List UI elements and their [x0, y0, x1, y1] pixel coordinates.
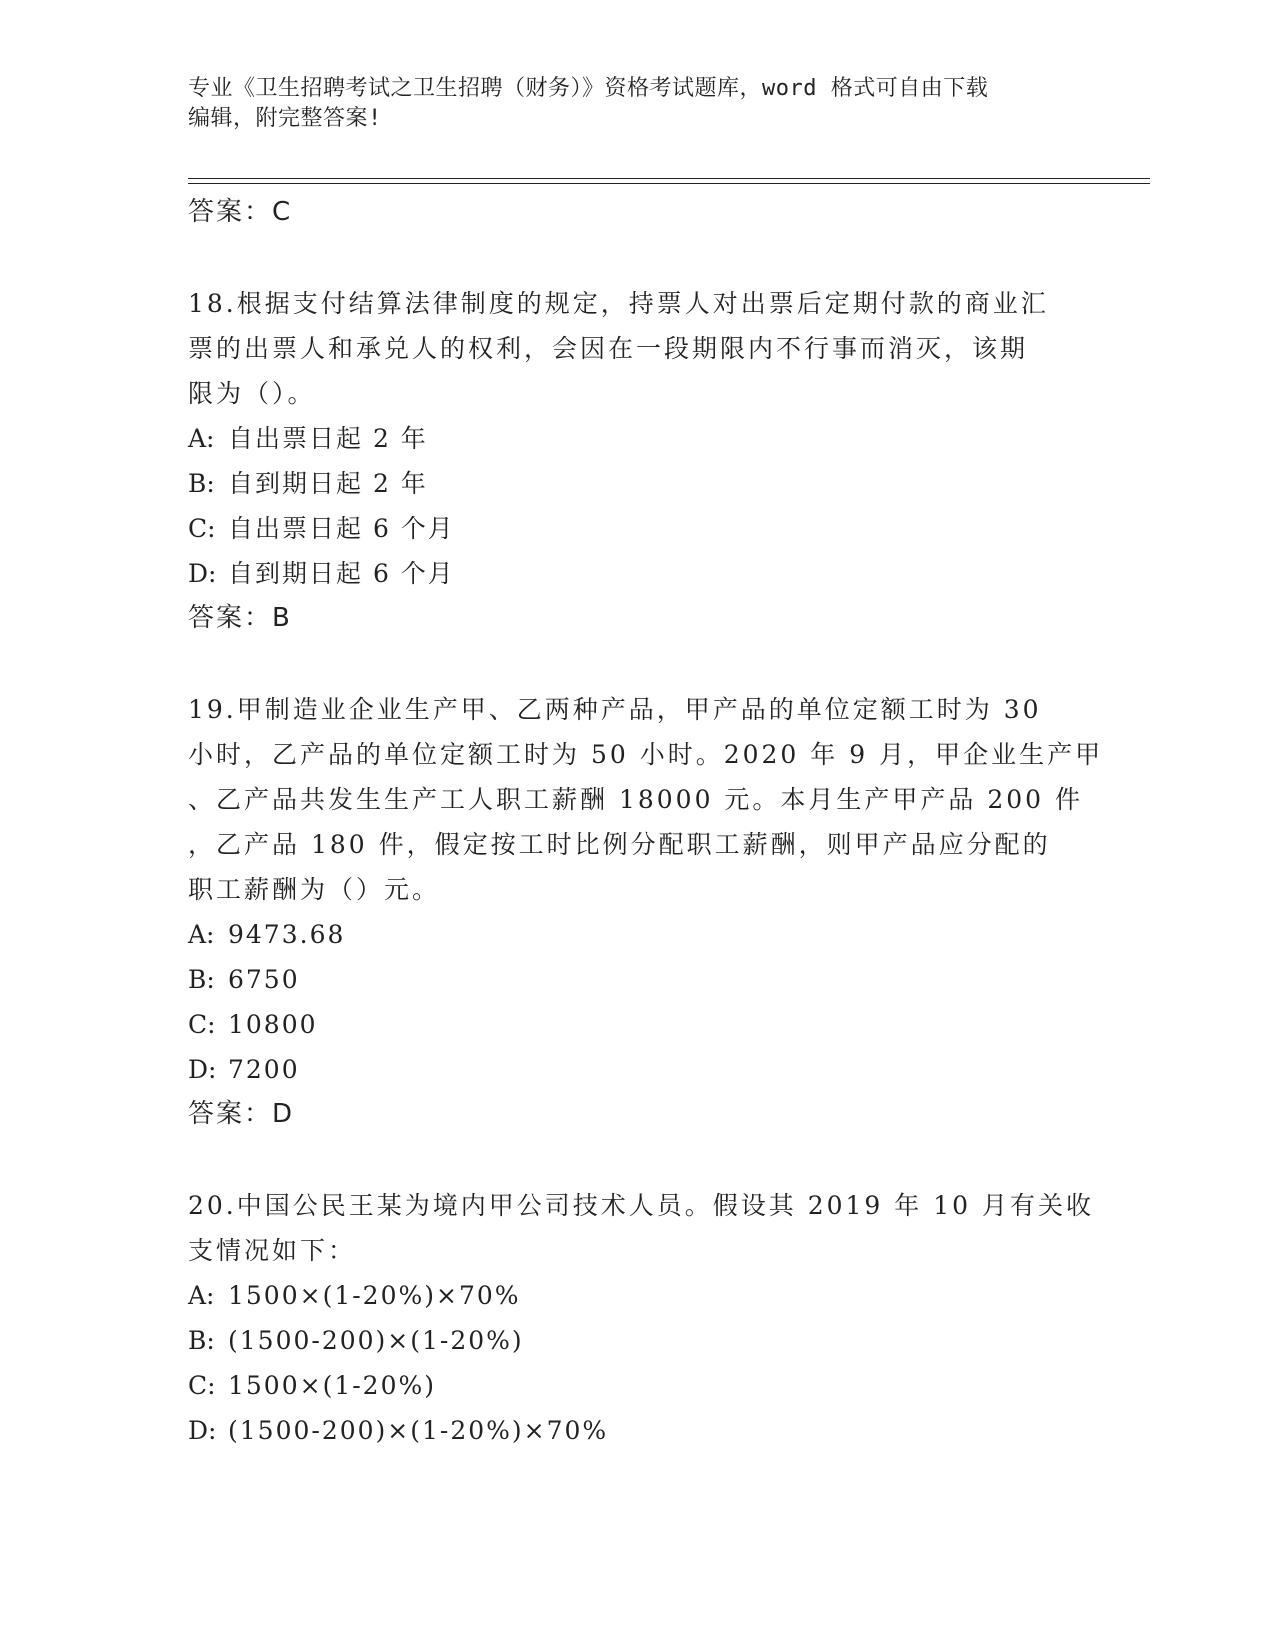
question-20-line-2: 支情况如下： [188, 1236, 357, 1265]
document-body [188, 190, 1104, 1453]
question-19-line-2: 小时，乙产品的单位定额工时为 50 小时。2020 年 9 月，甲企业生产甲 [188, 740, 1104, 769]
question-19-option-c: C: 10800 [188, 1010, 318, 1039]
question-20-option-b: B: (1500-200)×(1-20%) [188, 1326, 524, 1355]
question-20 [188, 1183, 1094, 1453]
question-18-line-1: 18.根据支付结算法律制度的规定，持票人对出票后定期付款的商业汇 [188, 289, 1049, 318]
document-header [188, 74, 1068, 134]
question-18-option-c: C: 自出票日起 6 个月 [188, 514, 455, 543]
answer-18: 答案：B [188, 603, 292, 633]
question-18-option-d: D: 自到期日起 6 个月 [188, 559, 455, 588]
header-line-2: 编辑，附完整答案! [188, 106, 382, 131]
question-18 [188, 281, 1088, 641]
question-19-option-a: A: 9473.68 [188, 920, 346, 949]
question-20-line-1: 20.中国公民王某为境内甲公司技术人员。假设其 2019 年 10 月有关收 [188, 1191, 1094, 1220]
question-18-line-3: 限为（）。 [188, 379, 316, 408]
answer-19: 答案：D [188, 1099, 295, 1129]
question-19-option-b: B: 6750 [188, 965, 300, 994]
question-18-option-a: A: 自出票日起 2 年 [188, 424, 428, 453]
question-18-option-b: B: 自到期日起 2 年 [188, 469, 428, 498]
question-19-line-1: 19.甲制造业企业生产甲、乙两种产品，甲产品的单位定额工时为 30 [188, 695, 1042, 724]
answer-17: 答案：C [188, 197, 293, 227]
question-19-line-5: 职工薪酬为（）元。 [188, 875, 441, 904]
question-20-option-d: D: (1500-200)×(1-20%)×70% [188, 1416, 609, 1445]
question-19 [188, 687, 1104, 1137]
question-20-option-c: C: 1500×(1-20%) [188, 1371, 436, 1400]
header-line-1: 专业《卫生招聘考试之卫生招聘（财务）》资格考试题库，word 格式可自由下载 [188, 76, 989, 101]
question-20-option-a: A: 1500×(1-20%)×70% [188, 1281, 521, 1310]
question-19-line-4: ，乙产品 180 件，假定按工时比例分配职工薪酬，则甲产品应分配的 [188, 830, 1051, 859]
question-19-line-3: 、乙产品共发生生产工人职工薪酬 18000 元。本月生产甲产品 200 件 [188, 785, 1084, 814]
question-19-option-d: D: 7200 [188, 1055, 300, 1084]
header-rule-top [188, 178, 1150, 179]
header-rule-bottom [188, 183, 1150, 184]
question-18-line-2: 票的出票人和承兑人的权利，会因在一段期限内不行事而消灭，该期 [188, 334, 1029, 363]
